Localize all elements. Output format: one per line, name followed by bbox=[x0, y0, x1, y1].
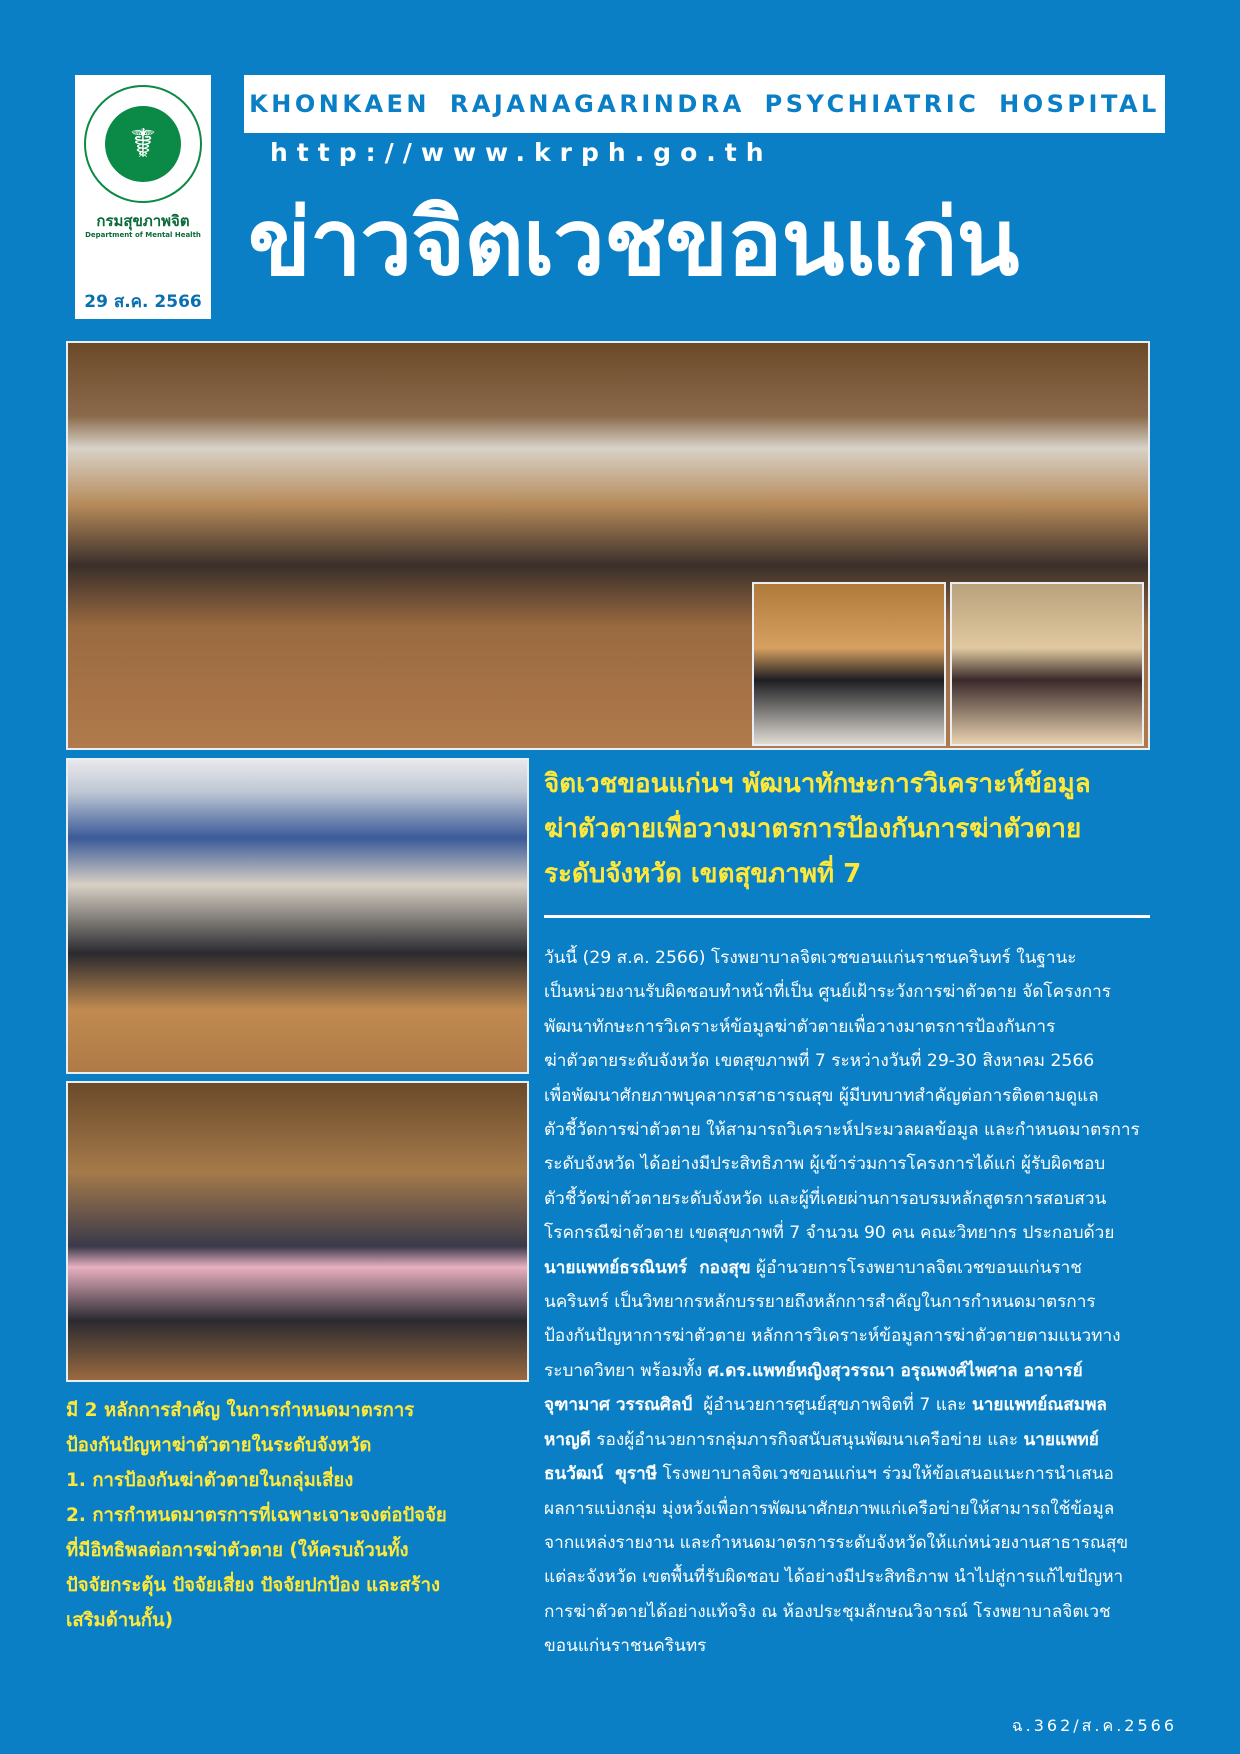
body-line bbox=[544, 1354, 1164, 1388]
department-name-en: Department of Mental Health bbox=[85, 231, 201, 239]
department-name-th: กรมสุขภาพจิต bbox=[96, 212, 190, 230]
principle-line: 1. การป้องกันฆ่าตัวตายในกลุ่มเสี่ยง bbox=[66, 1470, 354, 1491]
body-line bbox=[544, 1182, 1164, 1216]
body-text: ผู้อำนวยการศูนย์สุขภาพจิตที่ 7 และ bbox=[692, 1395, 973, 1416]
headline-line: ระดับจังหวัด เขตสุขภาพที่ 7 bbox=[544, 859, 862, 889]
body-line bbox=[544, 1285, 1164, 1319]
body-text: ตัวชี้วัดฆ่าตัวตายระดับจังหวัด และผู้ที่เคยผ่านการอบรมหลักสูตรการสอบสวน bbox=[544, 1188, 1107, 1209]
inset-photo-guest bbox=[950, 582, 1144, 746]
body-line bbox=[544, 1010, 1164, 1044]
key-principles-box bbox=[66, 1393, 526, 1638]
body-text: พัฒนาทักษะการวิเคราะห์ข้อมูลฆ่าตัวตายเพื่อวางมาตรการป้องกันการ bbox=[544, 1016, 1056, 1037]
body-line bbox=[544, 1595, 1164, 1629]
body-line bbox=[544, 1113, 1164, 1147]
principle-line: ป้องกันปัญหาฆ่าตัวตายในระดับจังหวัด bbox=[66, 1435, 372, 1456]
person-name: นายแพทย์ณสมพล bbox=[972, 1395, 1107, 1416]
body-text: ขอนแก่นราชนครินทร bbox=[544, 1636, 707, 1657]
website-url[interactable]: http://www.krph.go.th bbox=[270, 138, 773, 167]
masthead-title: ข่าวจิตเวชขอนแก่น bbox=[248, 189, 1019, 296]
body-text: จากแหล่งรายงาน และกำหนดมาตรการระดับจังหวัดให้แก่หน่วยงานสาธารณสุข bbox=[544, 1532, 1129, 1553]
principle-line: มี 2 หลักการสำคัญ ในการกำหนดมาตรการ bbox=[66, 1400, 415, 1421]
body-text: เพื่อพัฒนาศักยภาพบุคลากรสาธารณสุข ผู้มีบทบาทสำคัญต่อการติดตามดูแล bbox=[544, 1085, 1099, 1106]
body-line bbox=[544, 1629, 1164, 1663]
caduceus-icon: ☤ bbox=[105, 106, 181, 182]
hospital-name: KHONKAEN RAJANAGARINDRA PSYCHIATRIC HOSPITAL bbox=[249, 90, 1160, 118]
body-line bbox=[544, 975, 1164, 1009]
divider bbox=[544, 915, 1150, 918]
body-text: นครินทร์ เป็นวิทยากรหลักบรรยายถึงหลักการสำคัญในการกำหนดมาตรการ bbox=[544, 1292, 1096, 1313]
body-line bbox=[544, 1147, 1164, 1181]
body-line bbox=[544, 1079, 1164, 1113]
ministry-seal-logo bbox=[84, 85, 202, 203]
issue-code: ฉ.362/ส.ค.2566 bbox=[1011, 1716, 1177, 1735]
body-line bbox=[544, 1251, 1164, 1285]
body-text: ฆ่าตัวตายระดับจังหวัด เขตสุขภาพที่ 7 ระหว่างวันที่ 29-30 สิงหาคม 2566 bbox=[544, 1051, 1095, 1072]
headline-line: จิตเวชขอนแก่นฯ พัฒนาทักษะการวิเคราะห์ข้อมูล bbox=[544, 769, 1091, 799]
person-name: ศ.ดร.แพทย์หญิงสุวรรณา อรุณพงศ์ไพศาล อาจารย์ bbox=[707, 1360, 1083, 1381]
person-name: จุฑามาศ วรรณศิลป์ bbox=[544, 1395, 693, 1416]
body-text: ระดับจังหวัด ได้อย่างมีประสิทธิภาพ ผู้เข้าร่วมการโครงการได้แก่ ผู้รับผิดชอบ bbox=[544, 1154, 1106, 1175]
body-text: ผู้อำนวยการโรงพยาบาลจิตเวชขอนแก่นราช bbox=[750, 1257, 1082, 1278]
body-text: วันนี้ (29 ส.ค. 2566) โรงพยาบาลจิตเวชขอนแก่นราชนครินทร์ ในฐานะ bbox=[544, 948, 1077, 968]
principle-line: เสริมด้านกั้น) bbox=[66, 1610, 174, 1631]
body-line bbox=[544, 1319, 1164, 1353]
principle-line: ที่มีอิทธิพลต่อการฆ่าตัวตาย (ให้ครบถ้วนทั้ง bbox=[66, 1540, 409, 1561]
body-text: โรคกรณีฆ่าตัวตาย เขตสุขภาพที่ 7 จำนวน 90 คน คณะวิทยากร ประกอบด้วย bbox=[544, 1223, 1115, 1244]
body-text: แต่ละจังหวัด เขตพื้นที่รับผิดชอบ ได้อย่างมีประสิทธิภาพ นำไปสู่การแก้ไขปัญหา bbox=[544, 1567, 1124, 1588]
article-body bbox=[544, 941, 1164, 1664]
body-text: ตัวชี้วัดการฆ่าตัวตาย ให้สามารถวิเคราะห์ประมวลผลข้อมูล และกำหนดมาตรการ bbox=[544, 1120, 1140, 1141]
body-text: เป็นหน่วยงานรับผิดชอบทำหน้าที่เป็น ศูนย์เฝ้าระวังการฆ่าตัวตาย จัดโครงการ bbox=[544, 982, 1112, 1003]
body-text: ผลการแบ่งกลุ่ม มุ่งหวังเพื่อการพัฒนาศักยภาพแก่เครือข่ายให้สามารถใช้ข้อมูล bbox=[544, 1498, 1115, 1519]
body-line bbox=[544, 1526, 1164, 1560]
body-text: ป้องกันปัญหาการฆ่าตัวตาย หลักการวิเคราะห์ข้อมูลการฆ่าตัวตายตามแนวทาง bbox=[544, 1326, 1121, 1347]
body-line bbox=[544, 941, 1164, 975]
article-headline bbox=[544, 762, 1154, 897]
inset-photo-speaker bbox=[752, 582, 946, 746]
person-name: ธนวัฒน์ ขุราษี bbox=[544, 1464, 658, 1485]
person-name: นายแพทย์ bbox=[1023, 1429, 1099, 1450]
body-text: การฆ่าตัวตายได้อย่างแท้จริง ณ ห้องประชุมลักษณวิจารณ์ โรงพยาบาลจิตเวช bbox=[544, 1601, 1111, 1622]
body-text: ระบาดวิทยา พร้อมทั้ง bbox=[544, 1360, 708, 1381]
meeting-room-photo bbox=[66, 758, 529, 1074]
principle-line: 2. การกำหนดมาตรการที่เฉพาะเจาะจงต่อปัจจัย bbox=[66, 1505, 447, 1526]
body-line bbox=[544, 1388, 1164, 1422]
body-line bbox=[544, 1044, 1164, 1078]
person-name: นายแพทย์ธรณินทร์ กองสุข bbox=[544, 1257, 751, 1278]
participants-group-photo bbox=[66, 1081, 529, 1382]
body-text: โรงพยาบาลจิตเวชขอนแก่นฯ ร่วมให้ข้อเสนอแนะการนำเสนอ bbox=[657, 1464, 1114, 1485]
body-text: รองผู้อำนวยการกลุ่มภารกิจสนับสนุนพัฒนาเครือข่าย และ bbox=[590, 1429, 1024, 1450]
issue-date: 29 ส.ค. 2566 bbox=[84, 292, 202, 312]
person-name: หาญดี bbox=[544, 1429, 591, 1450]
body-line bbox=[544, 1457, 1164, 1491]
body-line bbox=[544, 1560, 1164, 1594]
headline-line: ฆ่าตัวตายเพื่อวางมาตรการป้องกันการฆ่าตัวตาย bbox=[544, 814, 1082, 844]
body-line bbox=[544, 1216, 1164, 1250]
body-line bbox=[544, 1423, 1164, 1457]
ministry-logo-box bbox=[75, 75, 211, 319]
body-line bbox=[544, 1492, 1164, 1526]
hospital-name-bar bbox=[244, 75, 1165, 133]
principle-line: ปัจจัยกระตุ้น ปัจจัยเสี่ยง ปัจจัยปกป้อง และสร้าง bbox=[66, 1575, 441, 1596]
